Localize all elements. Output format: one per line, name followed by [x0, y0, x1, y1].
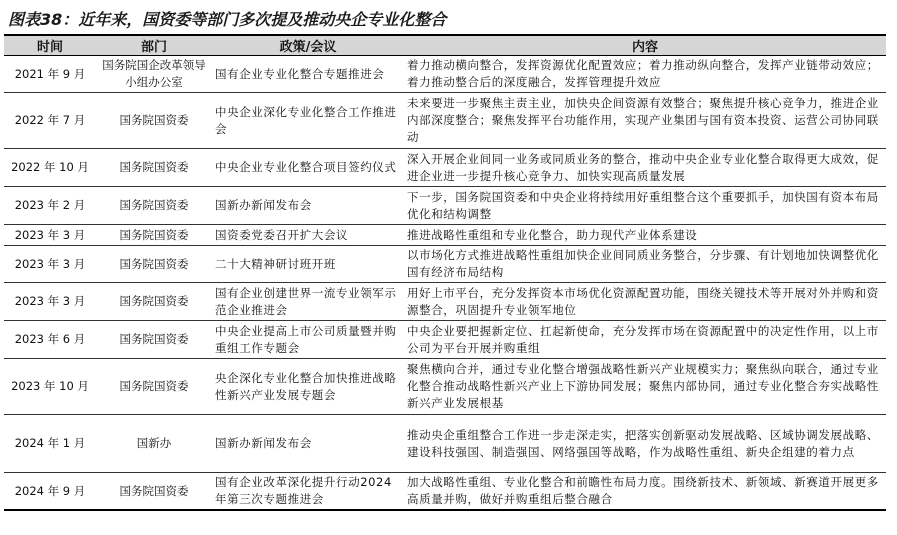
content-cell: 中央企业要把握新定位、扛起新使命，充分发挥市场在资源配置中的决定性作用，以上市公司为平台开展并购重组	[404, 321, 886, 359]
policy-cell: 国有企业专业化整合专题推进会	[212, 56, 404, 93]
column-header-content: 内容	[404, 35, 886, 56]
department-cell: 国新办	[96, 415, 212, 473]
content-cell: 用好上市平台，充分发挥资本市场优化资源配置功能，围绕关键技术等开展对外并购和资源整合，巩固提升专业领军地位	[404, 283, 886, 321]
time-cell: 2024 年 1 月	[4, 415, 96, 473]
table-row	[4, 93, 886, 149]
department-cell: 国务院国资委	[96, 187, 212, 225]
table-row	[4, 283, 886, 321]
content-cell: 以市场化方式推进战略性重组加快企业间同质业务整合，分步骤、有计划地加快调整优化国有经济布局结构	[404, 246, 886, 283]
table-row	[4, 415, 886, 473]
department-cell: 国务院国资委	[96, 93, 212, 149]
time-cell: 2021 年 9 月	[4, 56, 96, 93]
policy-cell: 中央企业专业化整合项目签约仪式	[212, 149, 404, 187]
content-cell: 着力推动横向整合，发挥资源优化配置效应；着力推动纵向整合，发挥产业链带动效应；着力推动整合后的深度融合，发挥管理提升效应	[404, 56, 886, 93]
time-cell: 2024 年 9 月	[4, 473, 96, 511]
table-row	[4, 321, 886, 359]
table-row	[4, 149, 886, 187]
table-header-row	[4, 35, 886, 56]
time-cell: 2022 年 10 月	[4, 149, 96, 187]
column-header-policy: 政策/会议	[212, 35, 404, 56]
time-cell: 2023 年 10 月	[4, 359, 96, 415]
policy-cell: 国有企业创建世界一流专业领军示范企业推进会	[212, 283, 404, 321]
table-row	[4, 56, 886, 93]
department-cell: 国务院国资委	[96, 321, 212, 359]
policy-cell: 国有企业改革深化提升行动2024 年第三次专题推进会	[212, 473, 404, 511]
content-cell: 推进战略性重组和专业化整合，助力现代产业体系建设	[404, 225, 886, 246]
department-cell: 国务院国资委	[96, 246, 212, 283]
table-row	[4, 187, 886, 225]
time-cell: 2023 年 3 月	[4, 283, 96, 321]
time-cell: 2023 年 6 月	[4, 321, 96, 359]
content-cell: 深入开展企业间同一业务或同质业务的整合，推动中央企业专业化整合取得更大成效，促进企业进一步提升核心竞争力、加快实现高质量发展	[404, 149, 886, 187]
table-row	[4, 359, 886, 415]
table-row	[4, 225, 886, 246]
department-cell: 国务院国资委	[96, 473, 212, 511]
time-cell: 2023 年 3 月	[4, 225, 96, 246]
content-cell: 聚焦横向合并，通过专业化整合增强战略性新兴产业规模实力；聚焦纵向联合，通过专业化整合推动战略性新兴产业上下游协同发展；聚焦内部协同，通过专业化整合夯实战略性新兴产业发展根基	[404, 359, 886, 415]
table-row	[4, 473, 886, 511]
table-row	[4, 246, 886, 283]
time-cell: 2023 年 2 月	[4, 187, 96, 225]
column-header-department: 部门	[96, 35, 212, 56]
policy-cell: 国新办新闻发布会	[212, 415, 404, 473]
department-cell: 国务院国资委	[96, 359, 212, 415]
policy-cell: 中央企业深化专业化整合工作推进会	[212, 93, 404, 149]
department-cell: 国务院国资委	[96, 283, 212, 321]
department-cell: 国务院国资委	[96, 225, 212, 246]
policy-cell: 国资委党委召开扩大会议	[212, 225, 404, 246]
policy-cell: 二十大精神研讨班开班	[212, 246, 404, 283]
policy-cell: 中央企业提高上市公司质量暨并购重组工作专题会	[212, 321, 404, 359]
content-cell: 加大战略性重组、专业化整合和前瞻性布局力度。围绕新技术、新领域、新赛道开展更多高质量并购，做好并购重组后整合融合	[404, 473, 886, 511]
content-cell: 未来要进一步聚焦主责主业，加快央企间资源有效整合；聚焦提升核心竞争力，推进企业内部深度整合；聚焦发挥平台功能作用，实现产业集团与国有资本投资、运营公司协同联动	[404, 93, 886, 149]
policy-table	[4, 34, 886, 511]
policy-table-container	[4, 34, 886, 511]
column-header-time: 时间	[4, 35, 96, 56]
time-cell: 2022 年 7 月	[4, 93, 96, 149]
time-cell: 2023 年 3 月	[4, 246, 96, 283]
policy-cell: 央企深化专业化整合加快推进战略性新兴产业发展专题会	[212, 359, 404, 415]
figure-title: 图表38：近年来，国资委等部门多次提及推动央企专业化整合	[8, 10, 447, 29]
policy-cell: 国新办新闻发布会	[212, 187, 404, 225]
department-cell: 国务院国企改革领导小组办公室	[96, 56, 212, 93]
department-cell: 国务院国资委	[96, 149, 212, 187]
content-cell: 下一步，国务院国资委和中央企业将持续用好重组整合这个重要抓手，加快国有资本布局优化和结构调整	[404, 187, 886, 225]
content-cell: 推动央企重组整合工作进一步走深走实，把落实创新驱动发展战略、区域协调发展战略、建设科技强国、制造强国、网络强国等战略，作为战略性重组、新央企组建的着力点	[404, 415, 886, 473]
